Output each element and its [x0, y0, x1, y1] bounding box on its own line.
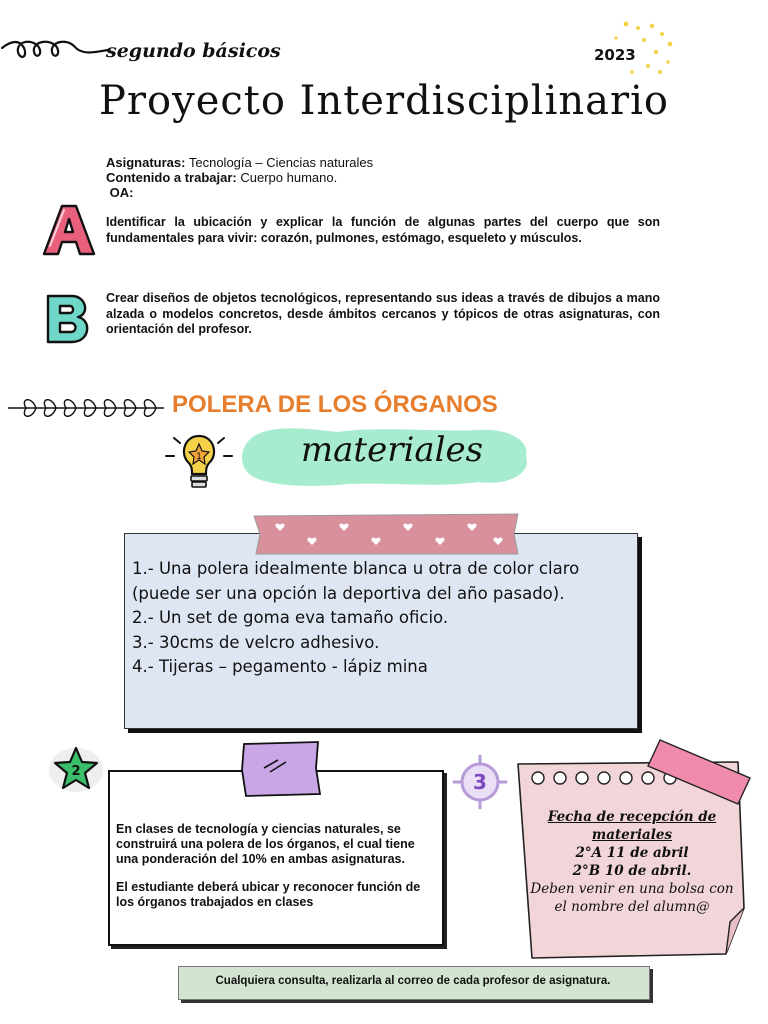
materials-heading: materiales	[300, 430, 484, 470]
year-label: 2023	[594, 46, 636, 64]
content-value: Cuerpo humano.	[240, 170, 338, 185]
oa-label: OA:	[109, 185, 134, 200]
info-paragraph-1: En clases de tecnología y ciencias naturales, se construirá una polera de los órganos, el cual tiene una ponderación del 10% en ambas asignaturas.	[116, 822, 415, 866]
content-label: Contenido a trabajar:	[106, 170, 237, 185]
list-item: 3.- 30cms de velcro adhesivo.	[132, 632, 380, 652]
list-item: 1.- Una polera idealmente blanca u otra de color claro (puede ser una opción la deportiva del año pasado).	[132, 559, 580, 603]
objective-b-text: Crear diseños de objetos tecnológicos, representando sus ideas a través de dibujos a mano alzada o modelos concretos, desde ámbitos cercanos y tópicos de otras asignaturas, con orientación del profesor.	[106, 291, 660, 336]
materials-list	[132, 557, 632, 680]
note-line-2: 2°B 10 de abril.	[572, 863, 692, 879]
note-text	[528, 808, 736, 916]
step-two-number: 2	[71, 764, 81, 779]
section-title: POLERA DE LOS ÓRGANOS	[172, 391, 498, 418]
step-three-number: 3	[473, 770, 487, 794]
crosshair-three-icon	[452, 754, 508, 810]
heart-tape-decoration	[252, 512, 520, 556]
page-title: Proyecto Interdisciplinario	[98, 78, 669, 124]
subjects-value: Tecnología – Ciencias naturales	[188, 155, 374, 170]
footer-text: Cualquiera consulta, realizarla al correo de cada profesor de asignatura.	[215, 975, 611, 987]
info-text	[116, 822, 438, 923]
grade-label: segundo básicos	[106, 40, 281, 62]
objective-a-text: Identificar la ubicación y explicar la función de algunas partes del cuerpo que son fundamentales para vivir: corazón, pulmones, estómago, esqueleto y músculos.	[106, 215, 660, 245]
pink-tape-decoration	[644, 738, 756, 808]
note-heading: Fecha de recepción de materiales	[547, 809, 717, 843]
info-paragraph-2: El estudiante deberá ubicar y reconocer función de los órganos trabajados en clases	[116, 880, 421, 909]
note-line-1: 2°A 11 de abril	[575, 845, 689, 861]
star-two-icon	[44, 742, 106, 796]
swirl-decoration-icon	[0, 28, 110, 68]
fern-decoration-icon	[6, 392, 166, 424]
list-item: 2.- Un set de goma eva tamaño oficio.	[132, 608, 449, 627]
purple-tape-decoration	[238, 740, 324, 798]
lightbulb-icon	[162, 430, 236, 496]
note-line-3: Deben venir en una bolsa con el nombre del alumn@	[530, 881, 734, 915]
subjects-label: Asignaturas:	[106, 155, 186, 170]
project-meta	[106, 155, 373, 200]
list-item: 4.- Tijeras – pegamento - lápiz mina	[132, 657, 428, 676]
letter-a-icon	[38, 202, 100, 258]
letter-b-icon	[42, 292, 96, 346]
step-one-number: 1	[196, 452, 202, 462]
